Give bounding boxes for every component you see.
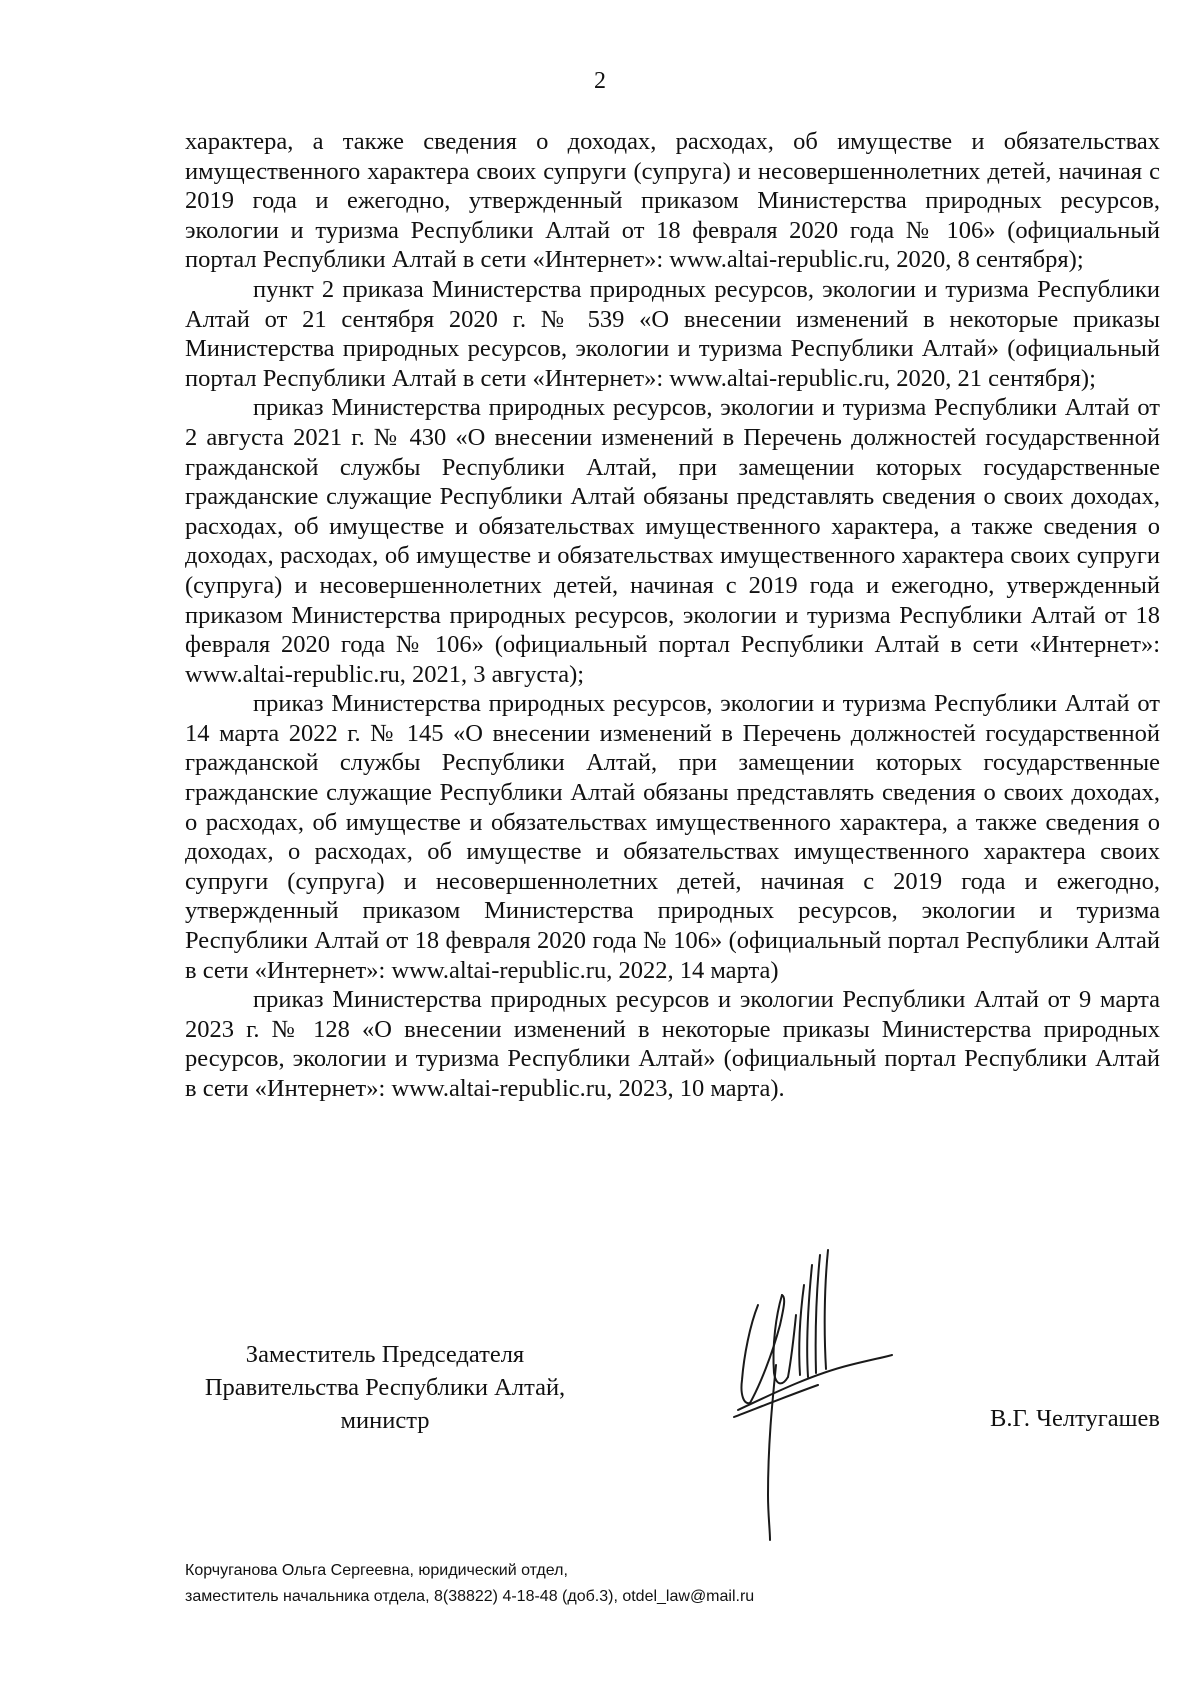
position-line: Заместитель Председателя [245,1341,525,1368]
executor-note [185,1558,985,1610]
signatory-position [185,1338,585,1437]
executor-line: заместитель начальника отдела, 8(38822) 4-18-48 (доб.3), otdel_law@mail.ru [185,1588,755,1605]
handwritten-signature [720,1245,920,1545]
executor-line: Корчуганова Ольга Сергеевна, юридический отдел, [185,1562,568,1579]
position-line: министр [340,1407,430,1434]
signer-name: В.Г. Челтугашев [989,1405,1160,1432]
paragraph: приказ Министерства природных ресурсов и экологии Республики Алтай от 9 марта 2023 г. № 128 «О внесении изменений в некоторые приказы Министерства природных ресурсов, экологии и туризма Республики Алтай» (официальный портал Республики Алтай в сети «Интернет»: www.altai-republic.ru, 2023, 10 марта). [185,986,1160,1102]
paragraph: пункт 2 приказа Министерства природных ресурсов, экологии и туризма Республики Алтай от 21 сентября 2020 г. № 539 «О внесении изменений в некоторые приказы Министерства природных ресурсов, экологии и туризма Республики Алтай» (официальный портал Республики Алтай в сети «Интернет»: www.altai-republic.ru, 2020, 21 сентября); [185,275,1160,392]
page-number: 2 [594,68,606,94]
paragraph: приказ Министерства природных ресурсов, экологии и туризма Республики Алтай от 2 августа 2021 г. № 430 «О внесении изменений в Перечень должностей государственной гражданской службы Республики Алтай, при замещении которых государственные гражданские служащие Республики Алтай обязаны представлять сведения о своих доходах, расходах, об имуществе и обязательствах имущественного характера, а также сведения о доходах, расходах, об имуществе и обязательствах имущественного характера своих супруги (супруга) и несовершеннолетних детей, начиная с 2019 года и ежегодно, утвержденный приказом Министерства природных ресурсов, экологии и туризма Республики Алтай от 18 февраля 2020 года № 106» (официальный портал Республики Алтай в сети «Интернет»: www.altai-republic.ru, 2021, 3 августа); [185,394,1160,688]
position-line: Правительства Республики Алтай, [204,1374,566,1401]
paragraph: приказ Министерства природных ресурсов, экологии и туризма Республики Алтай от 14 марта 2022 г. № 145 «О внесении изменений в Перечень должностей государственной гражданской службы Республики Алтай, при замещении которых государственные гражданские служащие Республики Алтай обязаны представлять сведения о своих доходах, о расходах, об имуществе и обязательствах имущественного характера, а также сведения о доходах, о расходах, об имуществе и обязательствах имущественного характера своих супруги (супруга) и несовершеннолетних детей, начиная с 2019 года и ежегодно, утвержденный приказом Министерства природных ресурсов, экологии и туризма Республики Алтай от 18 февраля 2020 года № 106» (официальный портал Республики Алтай в сети «Интернет»: www.altai-republic.ru, 2022, 14 марта) [185,690,1160,984]
document-body [185,127,1160,1104]
paragraph: характера, а также сведения о доходах, расходах, об имуществе и обязательствах имущественного характера своих супруги (супруга) и несовершеннолетних детей, начиная с 2019 года и ежегодно, утвержденный приказом Министерства природных ресурсов, экологии и туризма Республики Алтай от 18 февраля 2020 года № 106» (официальный портал Республики Алтай в сети «Интернет»: www.altai-republic.ru, 2020, 8 сентября); [185,128,1160,274]
